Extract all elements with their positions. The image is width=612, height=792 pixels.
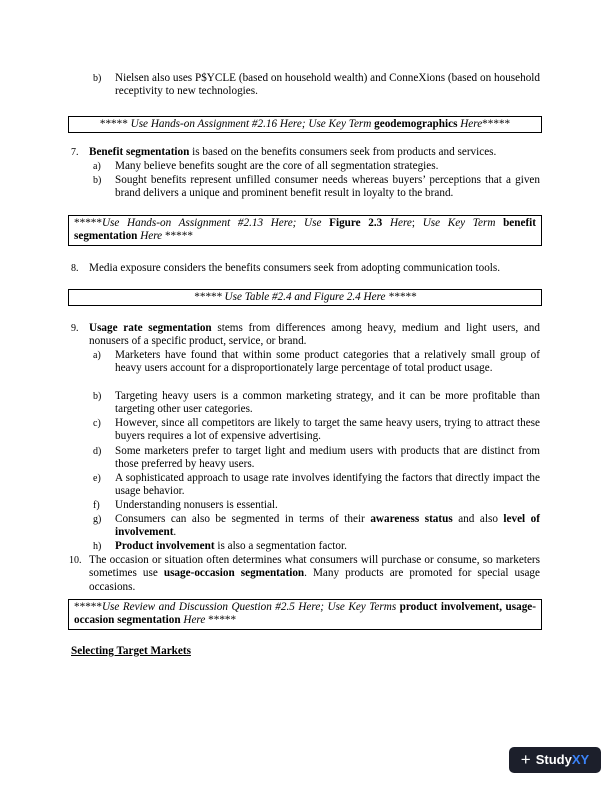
list-item [93,445,540,472]
list-text: is also a segmentation factor. [214,540,347,552]
list-term: awareness status [370,513,453,525]
list-text: Sought benefits represent unfilled consumer needs whereas buyers’ perceptions that a given brand delivers a unique and prominent benefit result in loyalty to the brand. [115,174,540,200]
box-key-term: benefit segmentation [74,217,537,243]
numbered-item-10 [71,554,540,594]
list-label: c) [93,418,101,429]
plus-icon: + [520,750,531,770]
list-term: Product involvement [115,540,215,552]
item-term: Benefit segmentation [89,146,190,158]
box-stars: ***** [99,118,131,130]
list-label: b) [93,73,102,84]
section-heading: Selecting Target Markets [71,645,191,657]
list-label: h) [93,541,102,552]
box-key-term: geodemographics [371,118,461,130]
list-text: Consumers can also be segmented in terms of their [115,513,371,525]
box-stars: ***** [482,118,511,130]
list-item [93,472,540,499]
box-italic: Use Review and Discussion Question #2.5 Here; Use Key Terms [101,601,397,613]
list-label: b) [93,175,102,186]
box-key-term: product involvement, usage-occasion segmentation [74,601,536,627]
item-text: stems from differences among heavy, medium and light users, and nonusers of a specific product, service, or brand. [89,322,540,348]
box-stars: ***** [162,230,193,243]
instruction-box-4 [68,599,542,630]
list-item [93,513,540,540]
list-text: Nielsen also uses P$YCLE (based on household wealth) and ConneXions (based on household receptivity to new technologies. [115,72,540,98]
list-label: b) [93,391,102,402]
box-separator: ; [411,217,423,229]
box-italic: Here [140,230,163,243]
item-number: 10. [69,555,82,566]
box-italic: Here [183,614,206,627]
list-text: A sophisticated approach to usage rate involves identifying the factors that directly impact the usage behavior. [115,472,540,498]
box-stars: ***** [74,601,102,613]
list-text: Targeting heavy users is a common marketing strategy, and it can be more profitable than targeting other user categories. [115,390,540,416]
list-item [93,349,540,376]
list-text: Marketers have found that within some product categories that a relatively small group of heavy users account for a disproportionately large percentage of total product usage. [115,349,540,375]
instruction-box-2 [68,215,542,246]
item-number: 9. [71,323,79,334]
box-stars: ***** [205,614,237,627]
list-text: Many believe benefits sought are the core of all segmentation strategies. [115,160,439,172]
numbered-item-7 [71,146,540,159]
item-term: Usage rate segmentation [89,322,212,334]
box-italic: Use Key Term [422,217,496,229]
list-item [93,174,540,201]
list-label: d) [93,446,102,457]
list-label: a) [93,350,101,361]
item-number: 8. [71,263,79,274]
list-term: level of involvement [115,513,540,539]
item-text: is based on the benefits consumers seek from products and services. [189,146,497,158]
list-item [93,417,540,444]
item-text: Media exposure considers the benefits consumers seek from adopting communication tools. [89,262,501,274]
instruction-box-3 [68,289,542,306]
list-text: Some marketers prefer to target light and medium users with products that are distinct from those preferred by heavy users. [115,445,540,471]
numbered-item-8 [71,262,540,275]
instruction-box-1 [68,116,542,133]
list-item [93,390,540,417]
list-item [93,72,540,99]
box-figure: Figure 2.3 [321,217,390,229]
box-italic: Use Hands-on Assignment #2.13 Here; Use [101,217,322,229]
list-label: e) [93,473,101,484]
box-italic: Here [460,118,483,130]
list-text: and also [452,513,504,525]
studyxy-badge[interactable] [509,747,601,773]
list-item [93,499,540,512]
list-label: f) [93,500,100,511]
brand-suffix: XY [571,752,590,768]
numbered-item-9 [71,322,540,349]
list-item [93,540,540,553]
box-italic: Here [389,217,412,229]
brand-name: Study [535,752,572,768]
list-text: . [173,526,177,539]
list-text: Understanding nonusers is essential. [115,499,278,511]
box-stars: ***** [74,217,102,229]
item-text: The occasion or situation often determines what consumers will purchase or consume, so marketers sometimes use [89,554,540,580]
box-italic: Use Hands-on Assignment #2.16 Here; Use Key Term [130,118,372,130]
item-term: usage-occasion segmentation [163,567,305,580]
list-label: g) [93,514,102,525]
list-item [93,160,540,173]
list-label: a) [93,161,101,172]
list-text: However, since all competitors are likely to target the same heavy users, trying to attract these buyers requires a lot of expensive advertising. [115,417,540,443]
item-text: . Many products are promoted for special usage occasions. [89,567,540,593]
box-italic: ***** Use Table #2.4 and Figure 2.4 Here ***** [193,291,417,303]
item-number: 7. [71,147,79,158]
